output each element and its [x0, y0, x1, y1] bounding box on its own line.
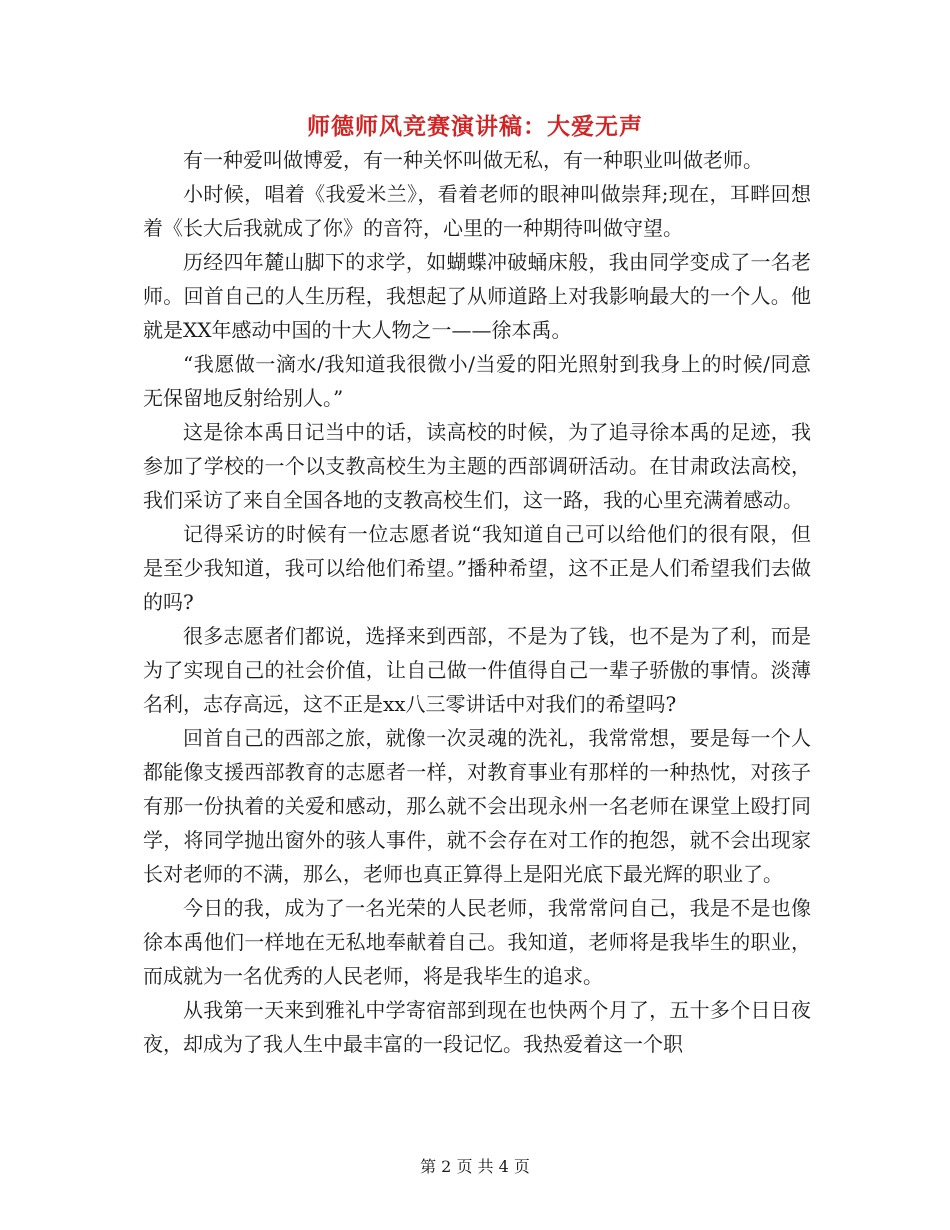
page-number-footer: 第 2 页 共 4 页: [420, 1157, 530, 1176]
paragraph: 很多志愿者们都说，选择来到西部，不是为了钱，也不是为了利，而是为了实现自己的社会价值，让自己做一件值得自己一辈子骄傲的事情。淡薄名利，志存高远，这不正是xx八三零讲话中对我们的希望吗?: [143, 624, 811, 716]
paragraph: 小时候，唱着《我爱米兰》，看着老师的眼神叫做崇拜;现在，耳畔回想着《长大后我就成了你》的音符，心里的一种期待叫做守望。: [143, 182, 811, 240]
document-title: 师德师风竞赛演讲稿：大爱无声: [307, 113, 643, 140]
paragraph: 记得采访的时候有一位志愿者说“我知道自己可以给他们的很有限，但是至少我知道，我可以给他们希望。”播种希望，这不正是人们希望我们去做的吗?: [143, 522, 811, 614]
paragraph: 这是徐本禹日记当中的话，读高校的时候，为了追寻徐本禹的足迹，我参加了学校的一个以支教高校生为主题的西部调研活动。在甘肃政法高校，我们采访了来自全国各地的支教高校生们，这一路，我的心里充满着感动。: [143, 420, 811, 512]
paragraph: 历经四年麓山脚下的求学，如蝴蝶冲破蛹床般，我由同学变成了一名老师。回首自己的人生历程，我想起了从师道路上对我影响最大的一个人。他就是XX年感动中国的十大人物之一——徐本禹。: [143, 250, 811, 342]
paragraph: “我愿做一滴水/我知道我很微小/当爱的阳光照射到我身上的时候/同意无保留地反射给别人。”: [143, 352, 811, 410]
document-body: [143, 143, 811, 1061]
paragraph: 回首自己的西部之旅，就像一次灵魂的洗礼，我常常想，要是每一个人都能像支援西部教育的志愿者一样，对教育事业有那样的一种热忱，对孩子有那一份执着的关爱和感动，那么就不会出现永州一名老师在课堂上殴打同学，将同学抛出窗外的骇人事件，就不会存在对工作的抱怨，就不会出现家长对老师的不满，那么，老师也真正算得上是阳光底下最光辉的职业了。: [143, 726, 811, 886]
paragraph: 有一种爱叫做博爱，有一种关怀叫做无私，有一种职业叫做老师。: [183, 148, 763, 172]
paragraph: 从我第一天来到雅礼中学寄宿部到现在也快两个月了，五十多个日日夜夜，却成为了我人生中最丰富的一段记忆。我热爱着这一个职: [143, 998, 811, 1056]
paragraph: 今日的我，成为了一名光荣的人民老师，我常常问自己，我是不是也像徐本禹他们一样地在无私地奉献着自己。我知道，老师将是我毕生的职业，而成就为一名优秀的人民老师，将是我毕生的追求。: [143, 896, 811, 988]
